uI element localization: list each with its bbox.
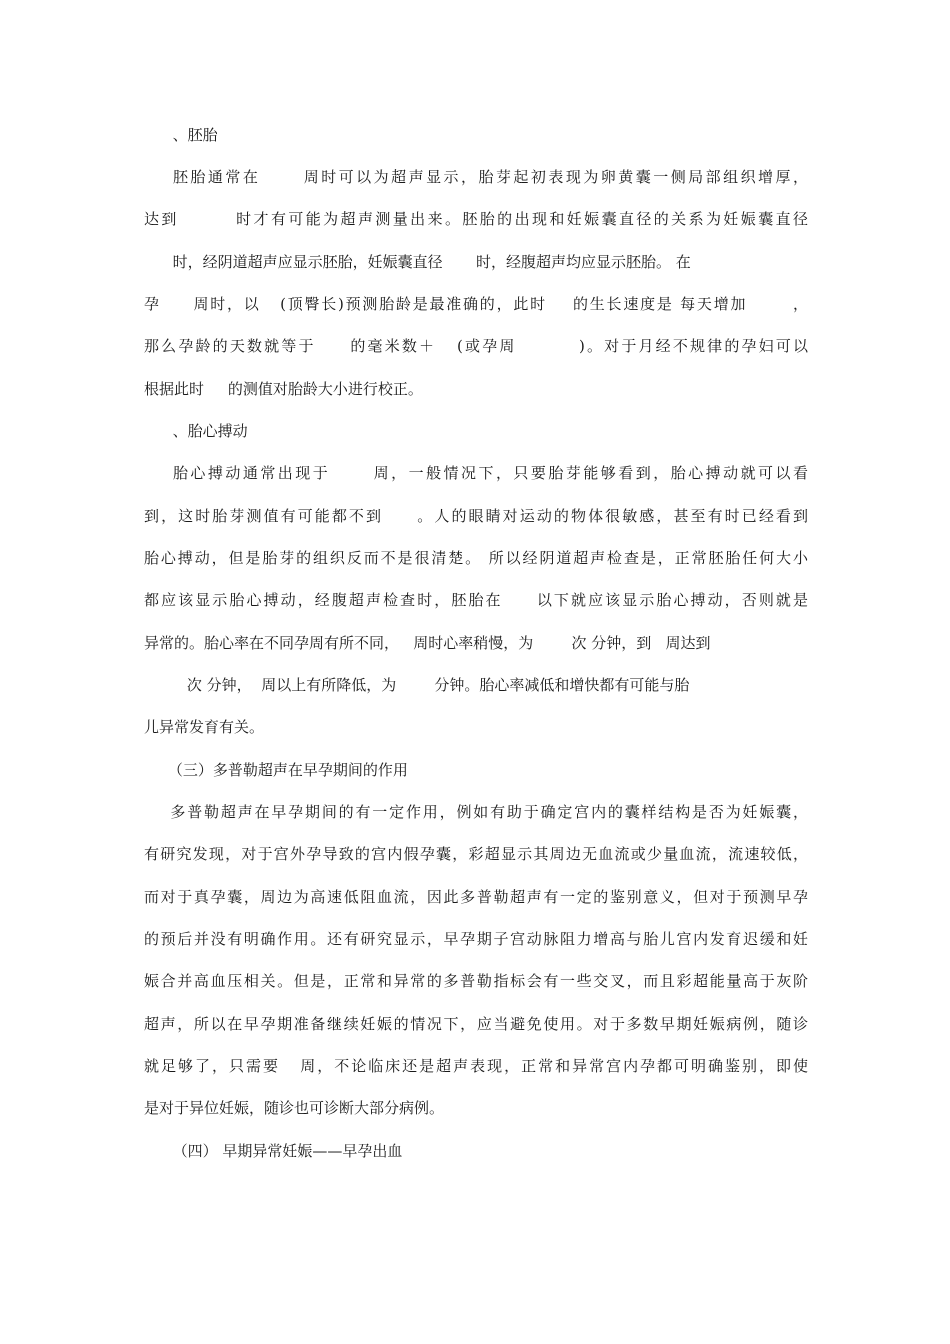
text-line: 孕 周时，以 (顶臀长)预测胎龄是最准确的，此时 的生长速度是 每天增加 ，: [144, 295, 808, 313]
section-heading-early-bleeding: （四） 早期异常妊娠——早孕出血: [144, 1142, 403, 1160]
text-line: 多普勒超声在早孕期间的有一定作用，例如有助于确定宫内的囊样结构是否为妊娠囊，: [144, 803, 808, 821]
text-line: 达到 时才有可能为超声测量出来。胚胎的出现和妊娠囊直径的关系为妊娠囊直径: [144, 210, 808, 228]
text-line: 时，经阴道超声应显示胚胎，妊娠囊直径 时，经腹超声均应显示胚胎。 在: [144, 253, 691, 271]
text-line: 胚胎通常在 周时可以为超声显示，胎芽起初表现为卵黄囊一侧局部组织增厚，: [144, 168, 808, 186]
text-line: 的预后并没有明确作用。还有研究显示，早孕期子宫动脉阻力增高与胎儿宫内发育迟缓和妊: [144, 930, 808, 948]
text-line: 胎心搏动通常出现于 周，一般情况下，只要胎芽能够看到，胎心搏动就可以看: [144, 464, 808, 482]
section-heading-embryo: 、胚胎: [144, 126, 218, 144]
section-heading-heartbeat: 、胎心搏动: [144, 422, 248, 440]
text-line: 就足够了，只需要 周，不论临床还是超声表现，正常和异常宫内孕都可明确鉴别，即使: [144, 1057, 808, 1075]
text-line: 娠合并高血压相关。但是，正常和异常的多普勒指标会有一些交叉，而且彩超能量高于灰阶: [144, 972, 808, 990]
text-line: 次 分钟， 周以上有所降低，为 分钟。胎心率减低和增快都有可能与胎: [144, 676, 690, 694]
text-line: 而对于真孕囊，周边为高速低阻血流，因此多普勒超声有一定的鉴别意义，但对于预测早孕: [144, 888, 808, 906]
text-line: 异常的。胎心率在不同孕周有所不同， 周时心率稍慢，为 次 分钟，到 周达到: [144, 634, 711, 652]
section-heading-doppler: （三）多普勒超声在早孕期间的作用: [144, 761, 408, 779]
text-line: 到，这时胎芽测值有可能都不到 。人的眼睛对运动的物体很敏感，甚至有时已经看到: [144, 507, 808, 525]
text-line: 是对于异位妊娠，随诊也可诊断大部分病例。: [144, 1099, 445, 1117]
text-line: 胎心搏动，但是胎芽的组织反而不是很清楚。 所以经阴道超声检查是，正常胚胎任何大小: [144, 549, 808, 567]
text-line: 根据此时 的测值对胎龄大小进行校正。: [144, 380, 423, 398]
text-line: 都应该显示胎心搏动，经腹超声检查时，胚胎在 以下就应该显示胎心搏动，否则就是: [144, 591, 808, 609]
text-line: 那么孕龄的天数就等于 的毫米数＋ (或孕周 )。对于月经不规律的孕妇可以: [144, 337, 808, 355]
text-line: 有研究发现，对于宫外孕导致的宫内假孕囊，彩超显示其周边无血流或少量血流，流速较低，: [144, 845, 808, 863]
text-line: 超声，所以在早孕期准备继续妊娠的情况下，应当避免使用。对于多数早期妊娠病例，随诊: [144, 1015, 808, 1033]
text-line: 儿异常发育有关。: [144, 718, 265, 736]
